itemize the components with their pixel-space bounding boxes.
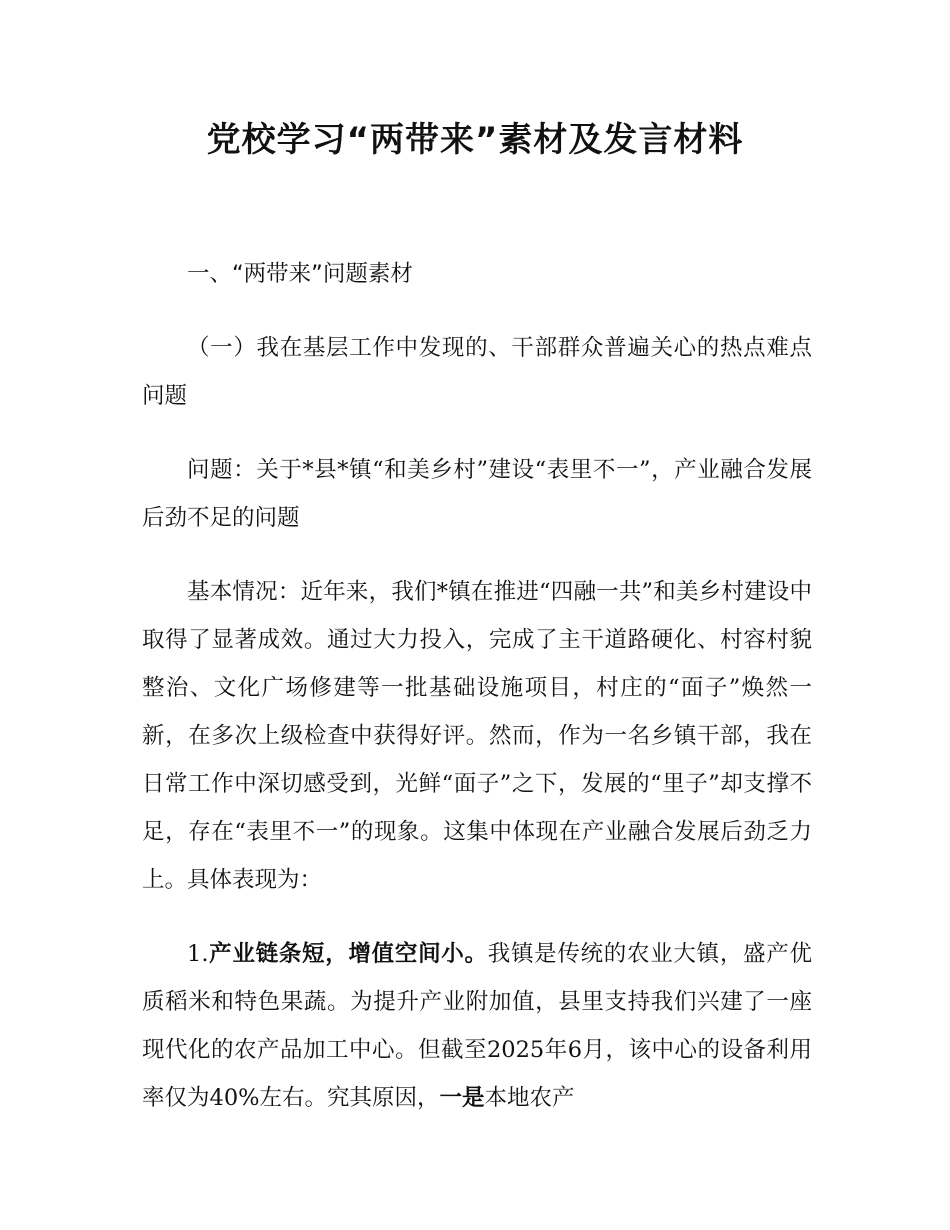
point-1-number: 1. [187,941,209,967]
section-heading: 一、“两带来”问题素材 [187,261,413,287]
document-title: 党校学习“两带来”素材及发言材料 [206,120,744,160]
issue-paragraph: 问题：关于*县*镇“和美乡村”建设“表里不一”，产业融合发展后劲不足的问题 [142,457,812,531]
subsection-heading: （一）我在基层工作中发现的、干部群众普遍关心的热点难点问题 [142,335,812,409]
situation-paragraph: 基本情况：近年来，我们*镇在推进“四融一共”和美乡村建设中取得了显著成效。通过大力投入，完成了主干道路硬化、村容村貌整治、文化广场修建等一批基础设施项目，村庄的“面子”焕然一新，在多次上级检查中获得好评。然而，作为一名乡镇干部，我在日常工作中深切感受到，光鲜“面子”之下，发展的“里子”却支撑不足，存在“表里不一”的现象。这集中体现在产业融合发展后劲乏力上。具体表现为： [142,579,812,893]
point-1-emphasis: 一是 [439,1085,485,1111]
point-1-lead: 产业链条短，增值空间小。 [208,941,488,967]
document-body [142,250,812,1148]
point-1-tail: 本地农产 [484,1085,575,1111]
point-1-text: 我镇是传统的农业大镇，盛产优质稻米和特色果蔬。为提升产业附加值，县里支持我们兴建了一座现代化的农产品加工中心。但截至2025年6月，该中心的设备利用率仅为40%左右。究其原因， [142,941,812,1111]
point-1-paragraph [142,930,812,1122]
